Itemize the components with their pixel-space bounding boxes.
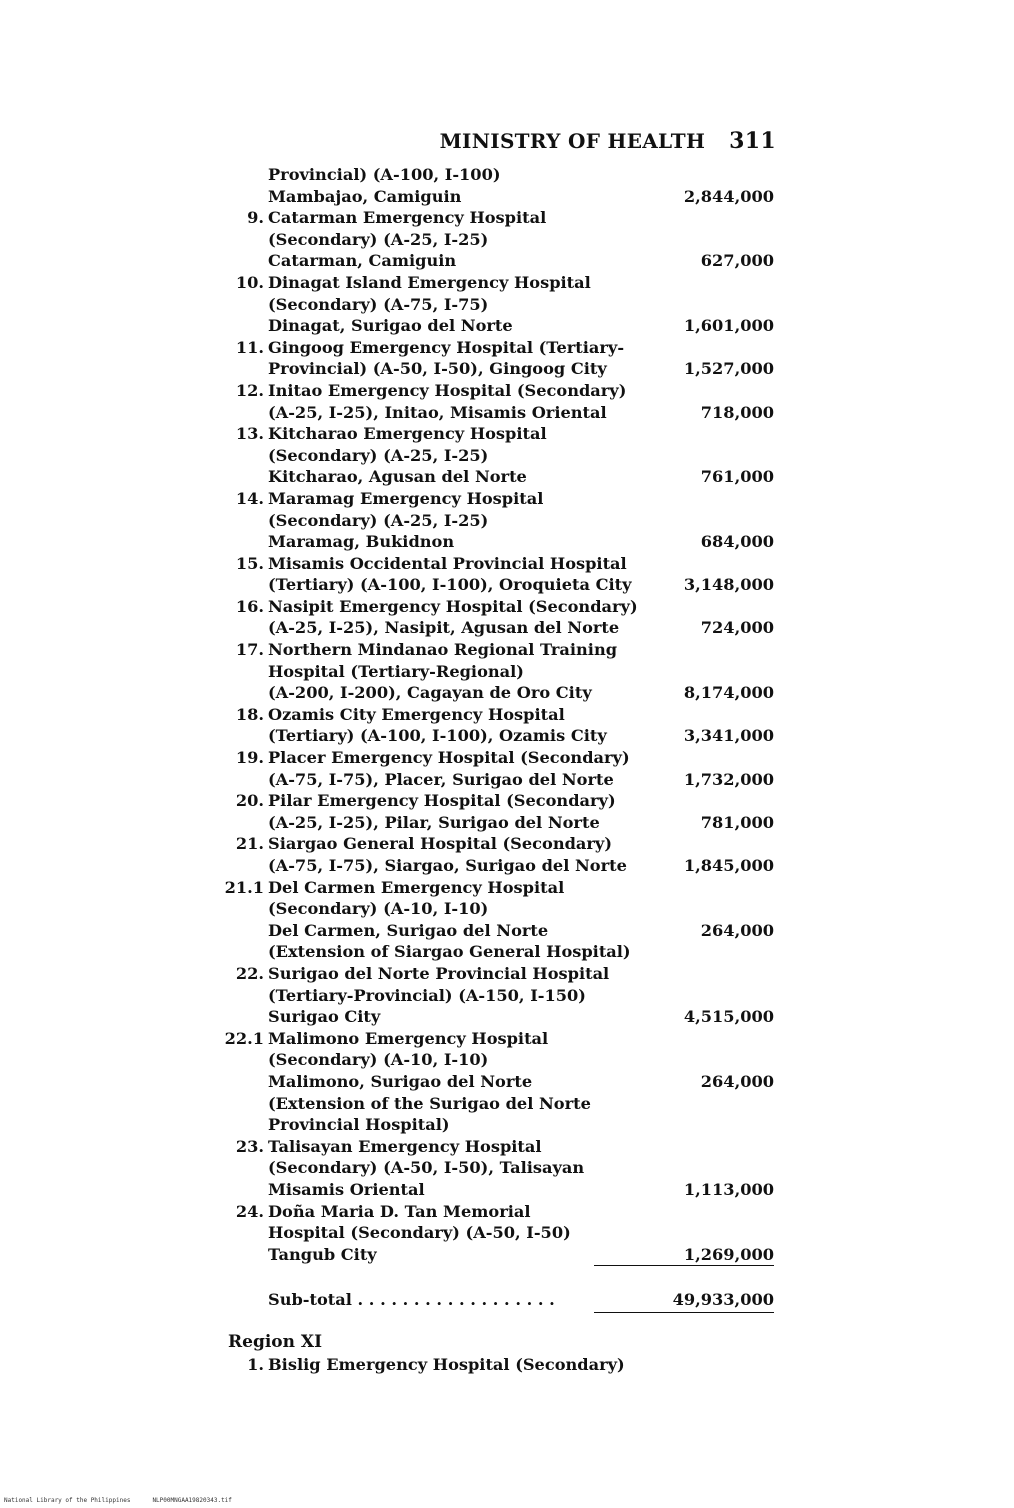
entry-number: 15.	[235, 553, 264, 573]
page-number: 311	[729, 128, 776, 154]
entry-text-line: (Secondary) (A-25, I-25)	[268, 229, 489, 249]
entry-text-line: Hospital (Tertiary-Regional)	[268, 661, 524, 681]
entry-number: 18.	[235, 704, 264, 724]
entry-amount: 1,527,000	[683, 359, 774, 379]
entry-text-line: Kitcharao Emergency Hospital	[268, 424, 547, 444]
footer-file: NLP00MNGAA19820343.tif	[152, 1497, 232, 1504]
entry-number: 22.1	[224, 1028, 264, 1048]
entry-text-line: Kitcharao, Agusan del Norte	[268, 467, 527, 487]
hospital-list	[0, 164, 1014, 1265]
entry-amount: 684,000	[700, 532, 774, 552]
entry-text-line: Surigao City	[268, 1007, 381, 1027]
entry-text-line: (A-25, I-25), Nasipit, Agusan del Norte	[268, 618, 620, 638]
entry-text-line: (Secondary) (A-10, I-10)	[268, 899, 489, 919]
entry-number: 19.	[235, 748, 264, 768]
entry-text-line: Misamis Occidental Provincial Hospital	[268, 553, 627, 573]
entry-number: 24.	[235, 1201, 264, 1221]
entry-text-line: Maramag, Bukidnon	[268, 532, 455, 552]
entry-text-line: Gingoog Emergency Hospital (Tertiary-	[268, 337, 625, 357]
entry-number: 12.	[235, 380, 264, 400]
entry-amount: 2,844,000	[683, 186, 774, 206]
entry-text-line: Misamis Oriental	[268, 1179, 425, 1199]
hospital-entry	[0, 963, 1014, 1028]
entry-text-line: (A-75, I-75), Siargao, Surigao del Norte	[268, 856, 627, 875]
entry-text-line: (Extension of the Surigao del Norte	[268, 1093, 591, 1113]
entry-text-line: Siargao General Hospital (Secondary)	[268, 834, 612, 854]
header-title: MINISTRY OF HEALTH	[439, 129, 706, 153]
entry-text-line: Malimono, Surigao del Norte	[268, 1071, 533, 1091]
hospital-entry	[0, 207, 1014, 272]
entry-text-line: Provincial) (A-100, I-100)	[268, 165, 501, 184]
hospital-entry	[0, 164, 1014, 207]
subtotal-amount: 49,933,000	[594, 1288, 774, 1313]
entry-amount: 1,113,000	[683, 1179, 774, 1199]
entry-text-line: (Tertiary) (A-100, I-100), Ozamis City	[268, 726, 607, 746]
subtotal-row	[0, 1288, 1014, 1314]
entry-amount: 1,601,000	[683, 316, 774, 336]
hospital-entry	[0, 833, 1014, 876]
entry-text-line: (Secondary) (A-75, I-75)	[268, 294, 489, 314]
entry-amount: 1,845,000	[683, 856, 774, 875]
entry-text-line: (A-75, I-75), Placer, Surigao del Norte	[268, 769, 614, 789]
entry-text-line: (A-25, I-25), Pilar, Surigao del Norte	[268, 812, 600, 832]
entry-text-line: Doña Maria D. Tan Memorial	[268, 1201, 531, 1221]
hospital-entry	[0, 380, 1014, 423]
entry-number: 14.	[235, 488, 264, 508]
entry-text-line: Catarman, Camiguin	[268, 251, 457, 271]
entry-text-line: Dinagat, Surigao del Norte	[268, 316, 513, 336]
entry-amount: 264,000	[700, 920, 774, 940]
entry-text-line: Provincial) (A-50, I-50), Gingoog City	[268, 359, 607, 379]
entry-amount: 1,732,000	[683, 769, 774, 789]
entry-text-line: Del Carmen, Surigao del Norte	[268, 920, 549, 940]
entry-text-line: Nasipit Emergency Hospital (Secondary)	[268, 596, 638, 616]
entry-number: 21.	[235, 834, 264, 854]
entry-text-line: Pilar Emergency Hospital (Secondary)	[268, 791, 616, 811]
hospital-entry	[0, 596, 1014, 639]
entry-text-line: Provincial Hospital)	[268, 1115, 450, 1135]
entry-number: 16.	[235, 596, 264, 616]
entry-text-line: (Tertiary-Provincial) (A-150, I-150)	[268, 985, 586, 1005]
item-text: Bislig Emergency Hospital (Secondary)	[268, 1355, 625, 1374]
entry-number: 17.	[235, 640, 264, 660]
entry-text-line: (Extension of Siargao General Hospital)	[268, 942, 631, 962]
hospital-entry	[0, 553, 1014, 596]
entry-number: 10.	[235, 272, 264, 292]
subtotal-label: Sub-total . . . . . . . . . . . . . . . . . .	[268, 1290, 555, 1309]
entry-text-line: Tangub City	[268, 1244, 377, 1264]
entry-text-line: (Secondary) (A-10, I-10)	[268, 1050, 489, 1070]
hospital-entry	[0, 272, 1014, 337]
entry-text-line: (A-200, I-200), Cagayan de Oro City	[268, 683, 592, 703]
entry-text-line: Dinagat Island Emergency Hospital	[268, 272, 591, 292]
entry-number: 21.1	[224, 877, 264, 897]
entry-text-line: Mambajao, Camiguin	[268, 186, 462, 206]
entry-text-line: Del Carmen Emergency Hospital	[268, 877, 565, 897]
hospital-entry	[0, 1028, 1014, 1136]
entry-text-line: Catarman Emergency Hospital	[268, 208, 547, 228]
hospital-entry	[0, 639, 1014, 704]
entry-text-line: Placer Emergency Hospital (Secondary)	[268, 748, 630, 768]
entry-amount: 1,269,000	[594, 1244, 774, 1267]
scan-footer	[4, 1497, 254, 1504]
entry-text-line: Talisayan Emergency Hospital	[268, 1136, 542, 1156]
hospital-entry	[0, 877, 1014, 963]
entry-amount: 264,000	[700, 1071, 774, 1091]
item-number: 1.	[247, 1355, 264, 1374]
entry-text-line: Hospital (Secondary) (A-50, I-50)	[268, 1223, 571, 1243]
region-heading: Region XI	[228, 1332, 323, 1352]
entry-amount: 781,000	[700, 812, 774, 832]
entry-number: 9.	[247, 208, 264, 228]
footer-library: National Library of the Philippines	[4, 1497, 131, 1504]
hospital-entry	[0, 747, 1014, 790]
entry-text-line: Initao Emergency Hospital (Secondary)	[268, 380, 627, 400]
hospital-entry	[0, 704, 1014, 747]
entry-text-line: Ozamis City Emergency Hospital	[268, 704, 565, 724]
entry-number: 20.	[235, 791, 264, 811]
entry-number: 22.	[235, 963, 264, 983]
entry-amount: 718,000	[700, 402, 774, 422]
entry-number: 11.	[235, 337, 264, 357]
hospital-entry	[0, 790, 1014, 833]
entry-text-line: (Secondary) (A-50, I-50), Talisayan	[268, 1158, 585, 1178]
running-header	[440, 128, 776, 154]
entry-amount: 8,174,000	[683, 683, 774, 703]
entry-amount: 724,000	[700, 618, 774, 638]
hospital-entry	[0, 1136, 1014, 1201]
entry-text-line: (A-25, I-25), Initao, Misamis Oriental	[268, 402, 607, 422]
entry-text-line: Surigao del Norte Provincial Hospital	[268, 963, 610, 983]
entry-amount: 627,000	[700, 251, 774, 271]
entry-text-line: (Secondary) (A-25, I-25)	[268, 510, 489, 530]
entry-number: 13.	[235, 424, 264, 444]
entry-text-line: (Tertiary) (A-100, I-100), Oroquieta City	[268, 575, 632, 595]
hospital-entry	[0, 423, 1014, 488]
entry-amount: 761,000	[700, 467, 774, 487]
region-first-item	[0, 1354, 1014, 1376]
hospital-entry	[0, 488, 1014, 553]
entry-text-line: Maramag Emergency Hospital	[268, 488, 544, 508]
entry-amount: 3,341,000	[683, 726, 774, 746]
entry-amount: 3,148,000	[683, 575, 774, 595]
entry-amount: 4,515,000	[683, 1007, 774, 1027]
hospital-entry	[0, 1201, 1014, 1266]
entry-text-line: (Secondary) (A-25, I-25)	[268, 445, 489, 465]
hospital-entry	[0, 337, 1014, 380]
entry-text-line: Malimono Emergency Hospital	[268, 1028, 549, 1048]
entry-text-line: Northern Mindanao Regional Training	[268, 640, 618, 660]
entry-number: 23.	[235, 1136, 264, 1156]
